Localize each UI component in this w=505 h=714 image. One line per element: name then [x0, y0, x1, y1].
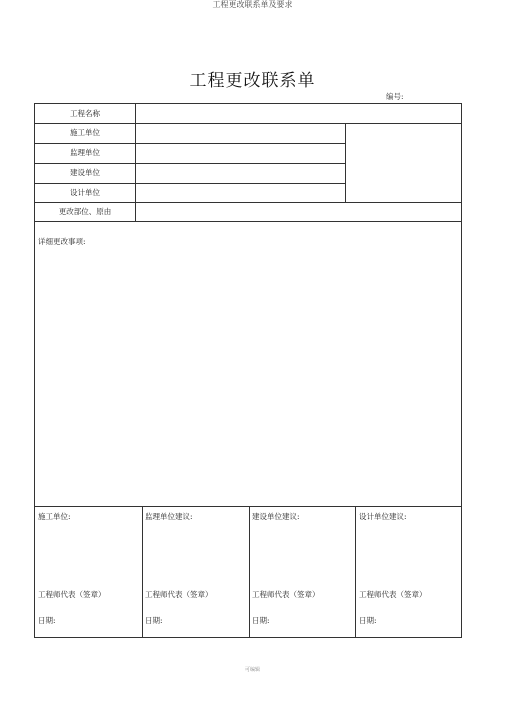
signoff-owner-title: 建设单位建议: [252, 512, 300, 521]
supervision-unit-label: 监理单位 [70, 148, 100, 157]
signoff-construction-date: 日期: [38, 616, 56, 625]
signoff-design-rep: 工程师代表（签章） [359, 590, 427, 599]
supervision-unit-field[interactable] [136, 144, 345, 163]
details-label: 详细更改事项: [38, 237, 86, 246]
construction-unit-field[interactable] [136, 124, 345, 143]
design-unit-field[interactable] [136, 184, 345, 202]
owner-unit-field[interactable] [136, 164, 345, 183]
project-name-field[interactable] [136, 104, 461, 123]
signoff-divider [249, 506, 250, 637]
signoff-design-title: 设计单位建议: [359, 512, 407, 521]
signoff-design-date: 日期: [359, 616, 377, 625]
construction-unit-label: 施工单位 [70, 128, 100, 137]
document-header: 工程更改联系单及要求 [212, 0, 293, 9]
change-reason-label: 更改部位、原由 [58, 207, 112, 216]
change-request-form [34, 103, 462, 638]
row-divider [35, 506, 461, 507]
owner-unit-label: 建设单位 [70, 168, 100, 177]
design-unit-label: 设计单位 [70, 188, 100, 197]
signoff-supervision-date: 日期: [145, 616, 163, 625]
row-divider [35, 221, 461, 222]
change-reason-field[interactable] [136, 203, 461, 221]
signoff-supervision-title: 监理单位建议: [145, 512, 193, 521]
page-footer: 可编辑 [244, 667, 260, 673]
signoff-divider [142, 506, 143, 637]
stamp-area[interactable] [346, 124, 461, 202]
signoff-supervision-rep: 工程师代表（签章） [145, 590, 213, 599]
details-field[interactable] [35, 249, 461, 506]
project-name-label: 工程名称 [70, 109, 100, 118]
signoff-construction-title: 施工单位: [38, 512, 71, 521]
signoff-divider [355, 506, 356, 637]
signoff-construction-rep: 工程师代表（签章） [38, 590, 106, 599]
number-label: 编号: [386, 92, 404, 101]
signoff-owner-date: 日期: [252, 616, 270, 625]
signoff-owner-rep: 工程师代表（签章） [252, 590, 320, 599]
form-title: 工程更改联系单 [189, 71, 316, 91]
